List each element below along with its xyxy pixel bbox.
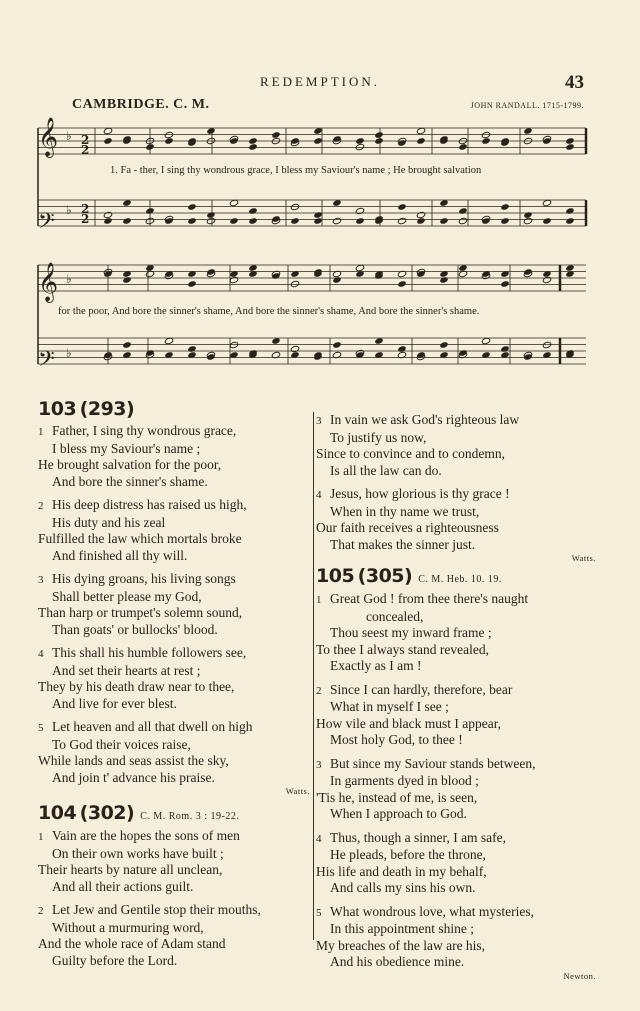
stanza: 5 Let heaven and all that dwell on high To God their voices raise, While lands and seas assist the sky, And join t' advance his praise. bbox=[38, 719, 253, 785]
stanza: 1 Father, I sing thy wondrous grace, I bless my Saviour's name ; He brought salvation for the poor, And bore the sinner's shame. bbox=[38, 423, 237, 489]
stanza: 3 His dying groans, his living songs Shall better please my God, Than harp or trumpet's solemn sound, Than goats' or bullocks' blood. bbox=[38, 571, 243, 637]
hymn-alt-number: (302) bbox=[79, 802, 135, 824]
svg-text:♭: ♭ bbox=[66, 203, 72, 217]
hymn-number: 104 bbox=[38, 802, 77, 824]
hymn-alt-number: (293) bbox=[79, 398, 135, 420]
svg-text:2: 2 bbox=[81, 212, 90, 226]
hymn-105 bbox=[316, 565, 596, 981]
stanza: 3 In vain we ask God's righteous law To justify us now, Since to convince and to condemn, Is all the law can do. bbox=[316, 412, 520, 478]
running-header: REDEMPTION. bbox=[259, 74, 381, 89]
bass-clef-icon: 𝄢 bbox=[38, 347, 55, 377]
stanza: 3 But since my Saviour stands between, In garments dyed in blood ; 'Tis he, instead of me, is seen, When I approach to God. bbox=[316, 755, 536, 821]
hymn-meter: C. M. Heb. 10. 19. bbox=[418, 574, 502, 585]
bass-clef-icon: 𝄢 bbox=[38, 209, 55, 239]
right-column bbox=[316, 412, 596, 983]
svg-text:2: 2 bbox=[81, 202, 90, 216]
hymn-author: Newton. bbox=[563, 970, 596, 981]
svg-text:♭: ♭ bbox=[66, 272, 72, 286]
tune-name: CAMBRIDGE. C. M. bbox=[72, 97, 210, 112]
hymn-author: Watts. bbox=[571, 553, 596, 563]
hymn-meter: C. M. Rom. 3 : 19-22. bbox=[140, 811, 240, 822]
hymn-104-continued bbox=[316, 412, 596, 563]
stanza: 1 Great God ! from thee there's naught concealed, Thou seest my inward frame ; To thee I always stand revealed, Exactly as I am ! bbox=[316, 591, 529, 673]
music-lyric-line-1: 1. Fa - ther, I sing thy wondrous grace, I bless my Saviour's name ; He brought salvation bbox=[110, 165, 482, 176]
stanza: 4 Thus, though a sinner, I am safe, He pleads, before the throne, His life and death in my behalf, And calls my sins his own. bbox=[316, 829, 507, 895]
svg-text:♭: ♭ bbox=[66, 129, 72, 143]
hymn-103 bbox=[38, 398, 310, 796]
stanza: 5 What wondrous love, what mysteries, In this appointment shine ; My breaches of the law are his, And his obedience mine. bbox=[316, 903, 534, 969]
music-score bbox=[0, 0, 640, 400]
stanza: 4 This shall his humble followers see, And set their hearts at rest ; They by his death draw near to thee, And live for ever blest. bbox=[38, 645, 247, 711]
stanza: 1 Vain are the hopes the sons of men On their own works have built ; Their hearts by nature all unclean, And all their actions guilt. bbox=[38, 828, 240, 894]
hymn-number: 103 bbox=[38, 398, 77, 420]
svg-text:2: 2 bbox=[81, 133, 90, 147]
svg-text:2: 2 bbox=[81, 143, 90, 157]
music-lyric-line-2: for the poor, And bore the sinner's shame, And bore the sinner's shame, And bore the sinner's shame. bbox=[58, 306, 480, 317]
hymn-104 bbox=[38, 802, 310, 969]
hymn-author: Watts. bbox=[285, 786, 310, 796]
hymn-number: 105 bbox=[316, 565, 355, 587]
treble-clef-icon: 𝄞 bbox=[38, 262, 59, 302]
page-number: 43 bbox=[565, 72, 584, 93]
hymn-alt-number: (305) bbox=[357, 565, 413, 587]
tune-composer: JOHN RANDALL. 1715-1799. bbox=[470, 101, 584, 110]
left-column bbox=[38, 398, 310, 976]
stanza: 2 His deep distress has raised us high, His duty and his zeal Fulfilled the law which mortals broke And finished all thy will. bbox=[38, 497, 247, 563]
treble-clef-icon: 𝄞 bbox=[38, 117, 59, 157]
stanza: 4 Jesus, how glorious is thy grace ! When in thy name we trust, Our faith receives a righteousness That makes the sinner just. bbox=[316, 486, 510, 552]
stanza: 2 Since I can hardly, therefore, bear What in myself I see ; How vile and black must I appear, Most holy God, to thee ! bbox=[316, 681, 513, 747]
svg-text:♭: ♭ bbox=[66, 346, 72, 360]
stanza: 2 Let Jew and Gentile stop their mouths, Without a murmuring word, And the whole race of Adam stand Guilty before the Lord. bbox=[38, 902, 261, 968]
column-divider bbox=[313, 412, 314, 940]
